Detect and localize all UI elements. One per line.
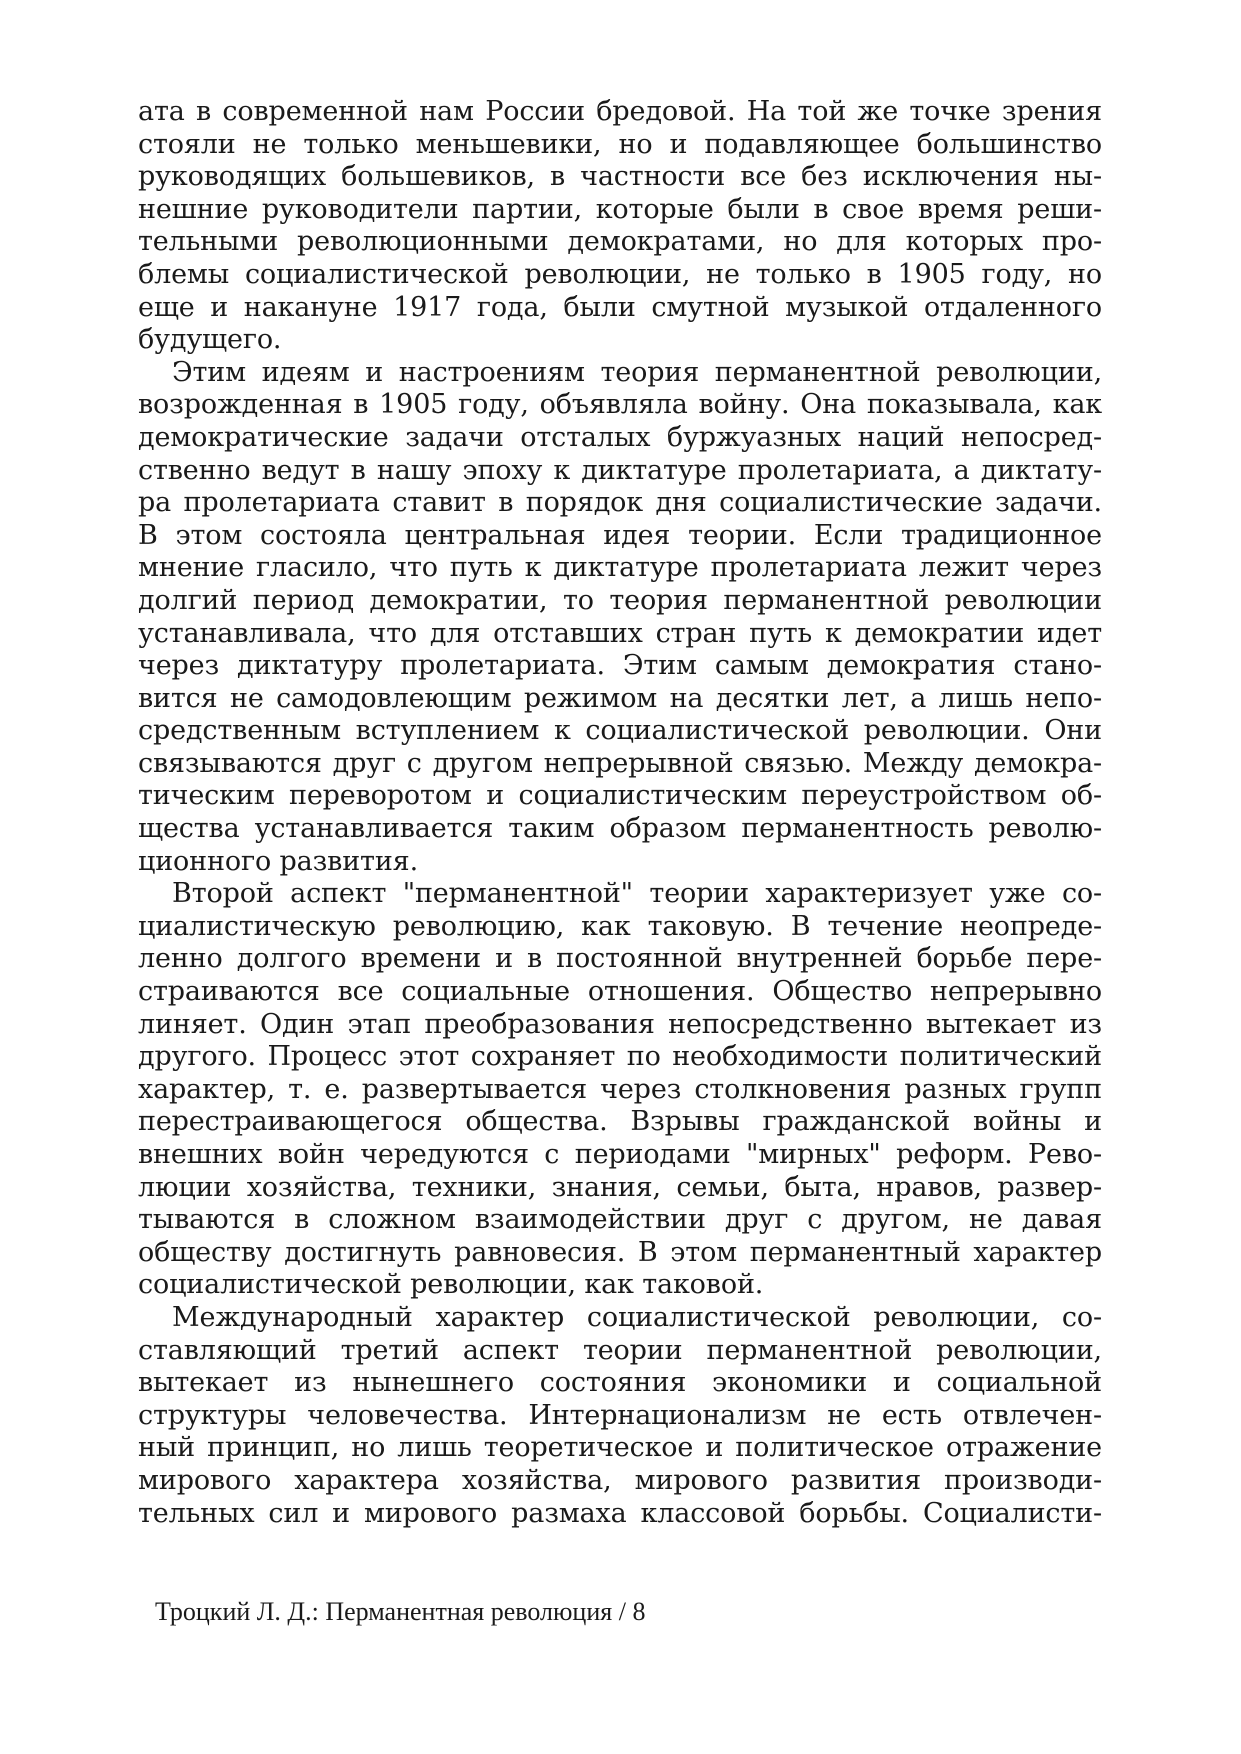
text-line: ата в современной нам России бредовой. На той же точке зрения [138,96,1102,127]
page-footer: Троцкий Л. Д.: Перманентная революция / 8 [155,1597,646,1626]
text-line: циалистическую революцию, как таковую. В течение неопреде- [138,910,1102,942]
text-line: структуры человечества. Интернационализм не есть отвлечен- [138,1399,1102,1431]
text-line: демократические задачи отсталых буржуазных наций непосред- [138,421,1102,453]
text-line: В этом состояла центральная идея теории. Если традиционное [138,519,1102,551]
text-line: ционного развития. [138,845,418,877]
text-line: люции хозяйства, техники, знания, семьи, быта, нравов, развер- [138,1171,1102,1203]
text-line: линяет. Один этап преобразования непосредственно вытекает из [138,1008,1102,1040]
text-line: ленно долгого времени и в постоянной внутренней борьбе пере- [138,943,1102,975]
text-line: социалистической революции, как таковой. [138,1269,764,1301]
text-line: возрожденная в 1905 году, объявляла войну. Она показывала, как [138,389,1102,421]
text-line: перестраивающегося общества. Взрывы гражданской войны и [138,1106,1102,1138]
text-line: ный принцип, но лишь теоретическое и политическое отражение [138,1432,1102,1464]
text-line: долгий период демократии, то теория перманентной революции [138,584,1102,616]
text-line: обществу достигнуть равновесия. В этом перманентный характер [138,1236,1102,1268]
text-line: ставляющий третий аспект теории перманентной революции, [138,1334,1102,1366]
text-line: устанавливала, что для отставших стран путь к демократии идет [138,617,1102,649]
text-line: блемы социалистической революции, не только в 1905 году, но [138,258,1102,290]
text-line: другого. Процесс этот сохраняет по необходимости политический [138,1041,1102,1073]
text-line: ра пролетариата ставит в порядок дня социалистические задачи. [138,487,1102,519]
text-line: тическим переворотом и социалистическим переустройством об- [138,780,1102,812]
text-line: Международный характер социалистической революции, со- [172,1301,1102,1333]
paragraph-3 [138,878,1102,1302]
text-line: ственно ведут в нашу эпоху к диктатуре пролетариата, а диктату- [138,454,1102,486]
paragraph-2 [138,357,1102,879]
text-line: стояли не только меньшевики, но и подавляющее большинство [138,128,1102,160]
text-line: еще и накануне 1917 года, были смутной музыкой отдаленного [138,291,1102,323]
paragraph-4 [138,1302,1102,1530]
text-line: средственным вступлением к социалистической революции. Они [138,715,1102,747]
body-text [138,96,1102,1530]
text-line: мнение гласило, что путь к диктатуре пролетариата лежит через [138,552,1102,584]
text-line: будущего. [138,324,282,356]
text-line: через диктатуру пролетариата. Этим самым демократия стано- [138,650,1102,682]
text-line: тельных сил и мирового размаха классовой борьбы. Социалисти- [138,1497,1102,1529]
text-line: нешние руководители партии, которые были в свое время реши- [138,193,1102,225]
text-line: вится не самодовлеющим режимом на десятки лет, а лишь непо- [138,682,1102,714]
text-line: тываются в сложном взаимодействии друг с другом, не давая [138,1204,1102,1236]
text-line: тельными революционными демократами, но для которых про- [138,226,1102,258]
paragraph-1 [138,96,1102,357]
text-line: страиваются все социальные отношения. Общество непрерывно [138,976,1102,1008]
text-line: связываются друг с другом непрерывной связью. Между демокра- [138,747,1102,779]
text-line: руководящих большевиков, в частности все без исключения ны- [138,161,1102,193]
text-line: Второй аспект "перманентной" теории характеризует уже со- [172,878,1102,910]
text-line: характер, т. е. развертывается через столкновения разных групп [138,1073,1102,1105]
text-line: вытекает из нынешнего состояния экономики и социальной [138,1367,1102,1399]
text-line: мирового характера хозяйства, мирового развития производи- [138,1464,1102,1496]
text-line: щества устанавливается таким образом перманентность револю- [138,813,1102,845]
text-line: Этим идеям и настроениям теория перманентной революции, [172,356,1102,388]
text-line: внешних войн чередуются с периодами "мирных" реформ. Рево- [138,1139,1102,1170]
